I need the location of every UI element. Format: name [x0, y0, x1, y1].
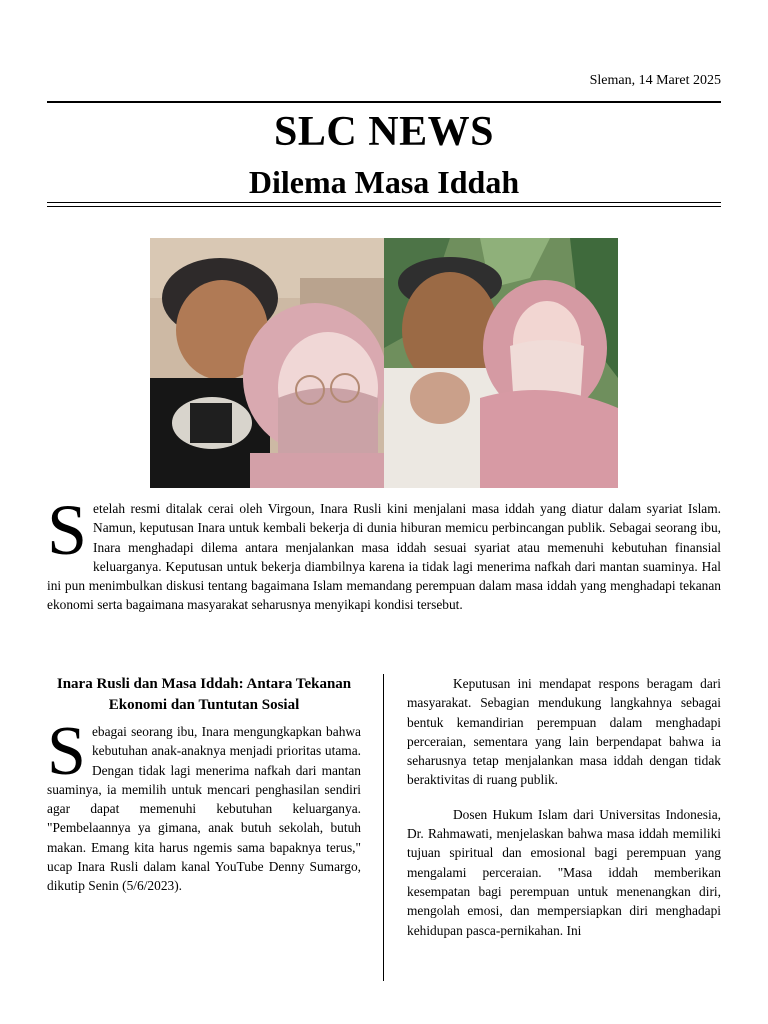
- left-column-text: ebagai seorang ibu, Inara mengungkapkan bahwa kebutuhan anak-anaknya menjadi prioritas utama. Dengan tidak lagi menerima nafkah dari mantan suaminya, ia memilih untuk mencari penghasilan sendiri agar dapat memenuhi kebutuhan keluarganya. "Pembelaannya ya gimana, anak butuh sekolah, butuh makan. Emang kita harus ngemis sama bapaknya terus," ucap Inara Rusli dalam kanal YouTube Denny Sumargo, dikutip Senin (5/6/2023).: [47, 724, 361, 894]
- left-column-dropcap: S: [47, 713, 86, 790]
- column-divider: [383, 674, 384, 981]
- lead-text: etelah resmi ditalak cerai oleh Virgoun, Inara Rusli kini menjalani masa iddah yang diatur dalam syariat Islam. Namun, keputusan Inara untuk kembali bekerja di dunia hiburan memicu perbincangan publik. Sebagai seorang ibu, Inara menghadapi dilema antara menjalankan masa iddah sesuai syariat atau memenuhi kebutuhan finansial keluarganya. Keputusan untuk bekerja diambilnya karena ia tidak lagi menerima nafkah dari mantan suaminya. Hal ini pun menimbulkan diskusi tentang bagaimana Islam memandang perempuan dalam masa iddah yang menghadapi tekanan ekonomi serta bagaimana masyarakat seharusnya menyikapi kondisi tersebut.: [47, 501, 721, 613]
- lead-paragraph: [47, 490, 721, 615]
- lead-dropcap: S: [47, 490, 88, 570]
- dateline: Sleman, 14 Maret 2025: [589, 73, 721, 88]
- right-column-paragraph-2: Dosen Hukum Islam dari Universitas Indonesia, Dr. Rahmawati, menjelaskan bahwa masa iddah memiliki tujuan spiritual dan emosional bagi perempuan yang mengalami perceraian. "Masa iddah memberikan kesempatan bagi perempuan untuk menenangkan diri, mengolah emosi, dan mempersiapkan diri menghadapi kehidupan pasca-pernikahan. Ini: [407, 806, 721, 938]
- left-column-paragraph: [47, 713, 361, 896]
- top-rule: [47, 101, 721, 103]
- right-column-paragraph-1: Keputusan ini mendapat respons beragam dari masyarakat. Sebagian mendukung langkahnya sebagai bentuk kemandirian perempuan dalam menghadapi perceraian, sementara yang lain berpendapat bahwa ia seharusnya tetap menjalankan masa iddah dengan tidak beraktivitas di ruang publik.: [407, 676, 721, 788]
- right-column: [407, 674, 721, 940]
- left-column-subhead: Inara Rusli dan Masa Iddah: Antara Tekanan Ekonomi dan Tuntutan Sosial: [56, 676, 352, 713]
- article-photo: [150, 238, 618, 488]
- double-rule: [47, 202, 721, 207]
- left-column: [47, 674, 361, 896]
- masthead: SLC NEWS: [274, 109, 494, 155]
- headline: Dilema Masa Iddah: [248, 164, 520, 200]
